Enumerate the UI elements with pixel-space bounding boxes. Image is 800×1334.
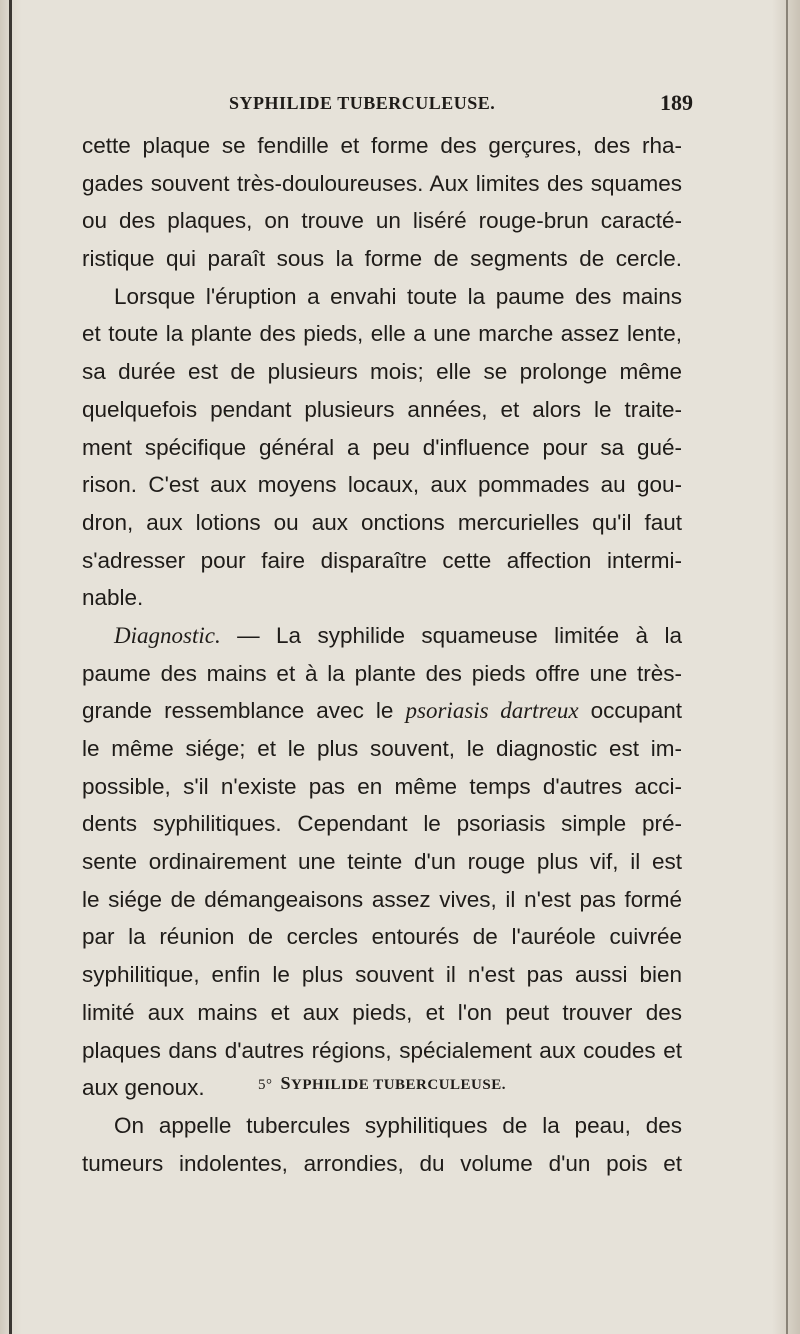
text-line: s'adresser pour faire disparaître cette affection intermi- — [82, 547, 682, 573]
binding-edge-line — [9, 0, 12, 1334]
section-number: 5° — [258, 1077, 273, 1093]
text-fragment: occupant — [590, 698, 682, 724]
page-edge-line — [786, 0, 788, 1334]
text-line: aux genoux. — [82, 1075, 205, 1101]
section-heading — [82, 1073, 682, 1094]
text-line: nable. — [82, 585, 144, 611]
text-line: rison. C'est aux moyens locaux, aux pommades au gou- — [82, 472, 682, 498]
text-line: cette plaque se fendille et forme des gerçures, des rha- — [82, 133, 682, 158]
page-header — [229, 90, 693, 119]
diagnostic-label: Diagnostic. — [114, 622, 221, 648]
section-title-initial: S — [280, 1073, 292, 1093]
text-line: On appelle tubercules syphilitiques de la peau, des — [114, 1113, 682, 1138]
text-line: tumeurs indolentes, arrondies, du volume d'un pois et — [82, 1150, 682, 1176]
text-line: ou des plaques, on trouve un liséré rouge-brun caracté- — [82, 208, 682, 234]
psoriasis-line — [82, 692, 682, 730]
section-body-text — [82, 1107, 682, 1182]
body-text — [82, 127, 682, 1107]
text-line: quelquefois pendant plusieurs années, et alors le traite- — [82, 396, 682, 422]
running-title: SYPHILIDE TUBERCULEUSE. — [229, 93, 496, 113]
text-line: ment spécifique général a peu d'influence pour sa gué- — [82, 434, 682, 460]
text-line: le siége de démangeaisons assez vives, il n'est pas formé — [82, 886, 682, 912]
text-line: limité aux mains et aux pieds, et l'on peut trouver des — [82, 999, 682, 1025]
text-line: syphilitique, enfin le plus souvent il n'est pas aussi bien — [82, 962, 682, 988]
text-line: sa durée est de plusieurs mois; elle se prolonge même — [82, 359, 682, 385]
text-line: par la réunion de cercles entourés de l'auréole cuivrée — [82, 924, 682, 950]
section-title: YPHILIDE TUBERCULEUSE. — [291, 1077, 506, 1093]
text-line: dents syphilitiques. Cependant le psoriasis simple pré- — [82, 811, 682, 837]
text-line: dron, aux lotions ou aux onctions mercurielles qu'il faut — [82, 509, 682, 535]
text-fragment: grande ressemblance avec le — [82, 698, 394, 724]
text-line: paume des mains et à la plante des pieds offre une très- — [82, 660, 682, 686]
text-line: plaques dans d'autres régions, spécialement aux coudes et — [82, 1037, 682, 1063]
diagnostic-line — [82, 617, 682, 655]
text-line: Lorsque l'éruption a envahi toute la paume des mains — [114, 283, 682, 309]
text-line: sente ordinairement une teinte d'un rouge plus vif, il est — [82, 849, 682, 875]
text-line: possible, s'il n'existe pas en même temps d'autres acci- — [82, 773, 682, 799]
text-line: le même siége; et le plus souvent, le diagnostic est im- — [82, 736, 682, 761]
psoriasis-term: psoriasis dartreux — [405, 698, 579, 724]
text-line: et toute la plante des pieds, elle a une marche assez lente, — [82, 321, 682, 347]
text-fragment: — La syphilide squameuse limitée à la — [237, 622, 682, 648]
page-number: 189 — [660, 90, 693, 115]
text-line: gades souvent très-douloureuses. Aux limites des squames — [82, 170, 682, 196]
text-line: ristique qui paraît sous la forme de segments de cercle. — [82, 246, 682, 272]
